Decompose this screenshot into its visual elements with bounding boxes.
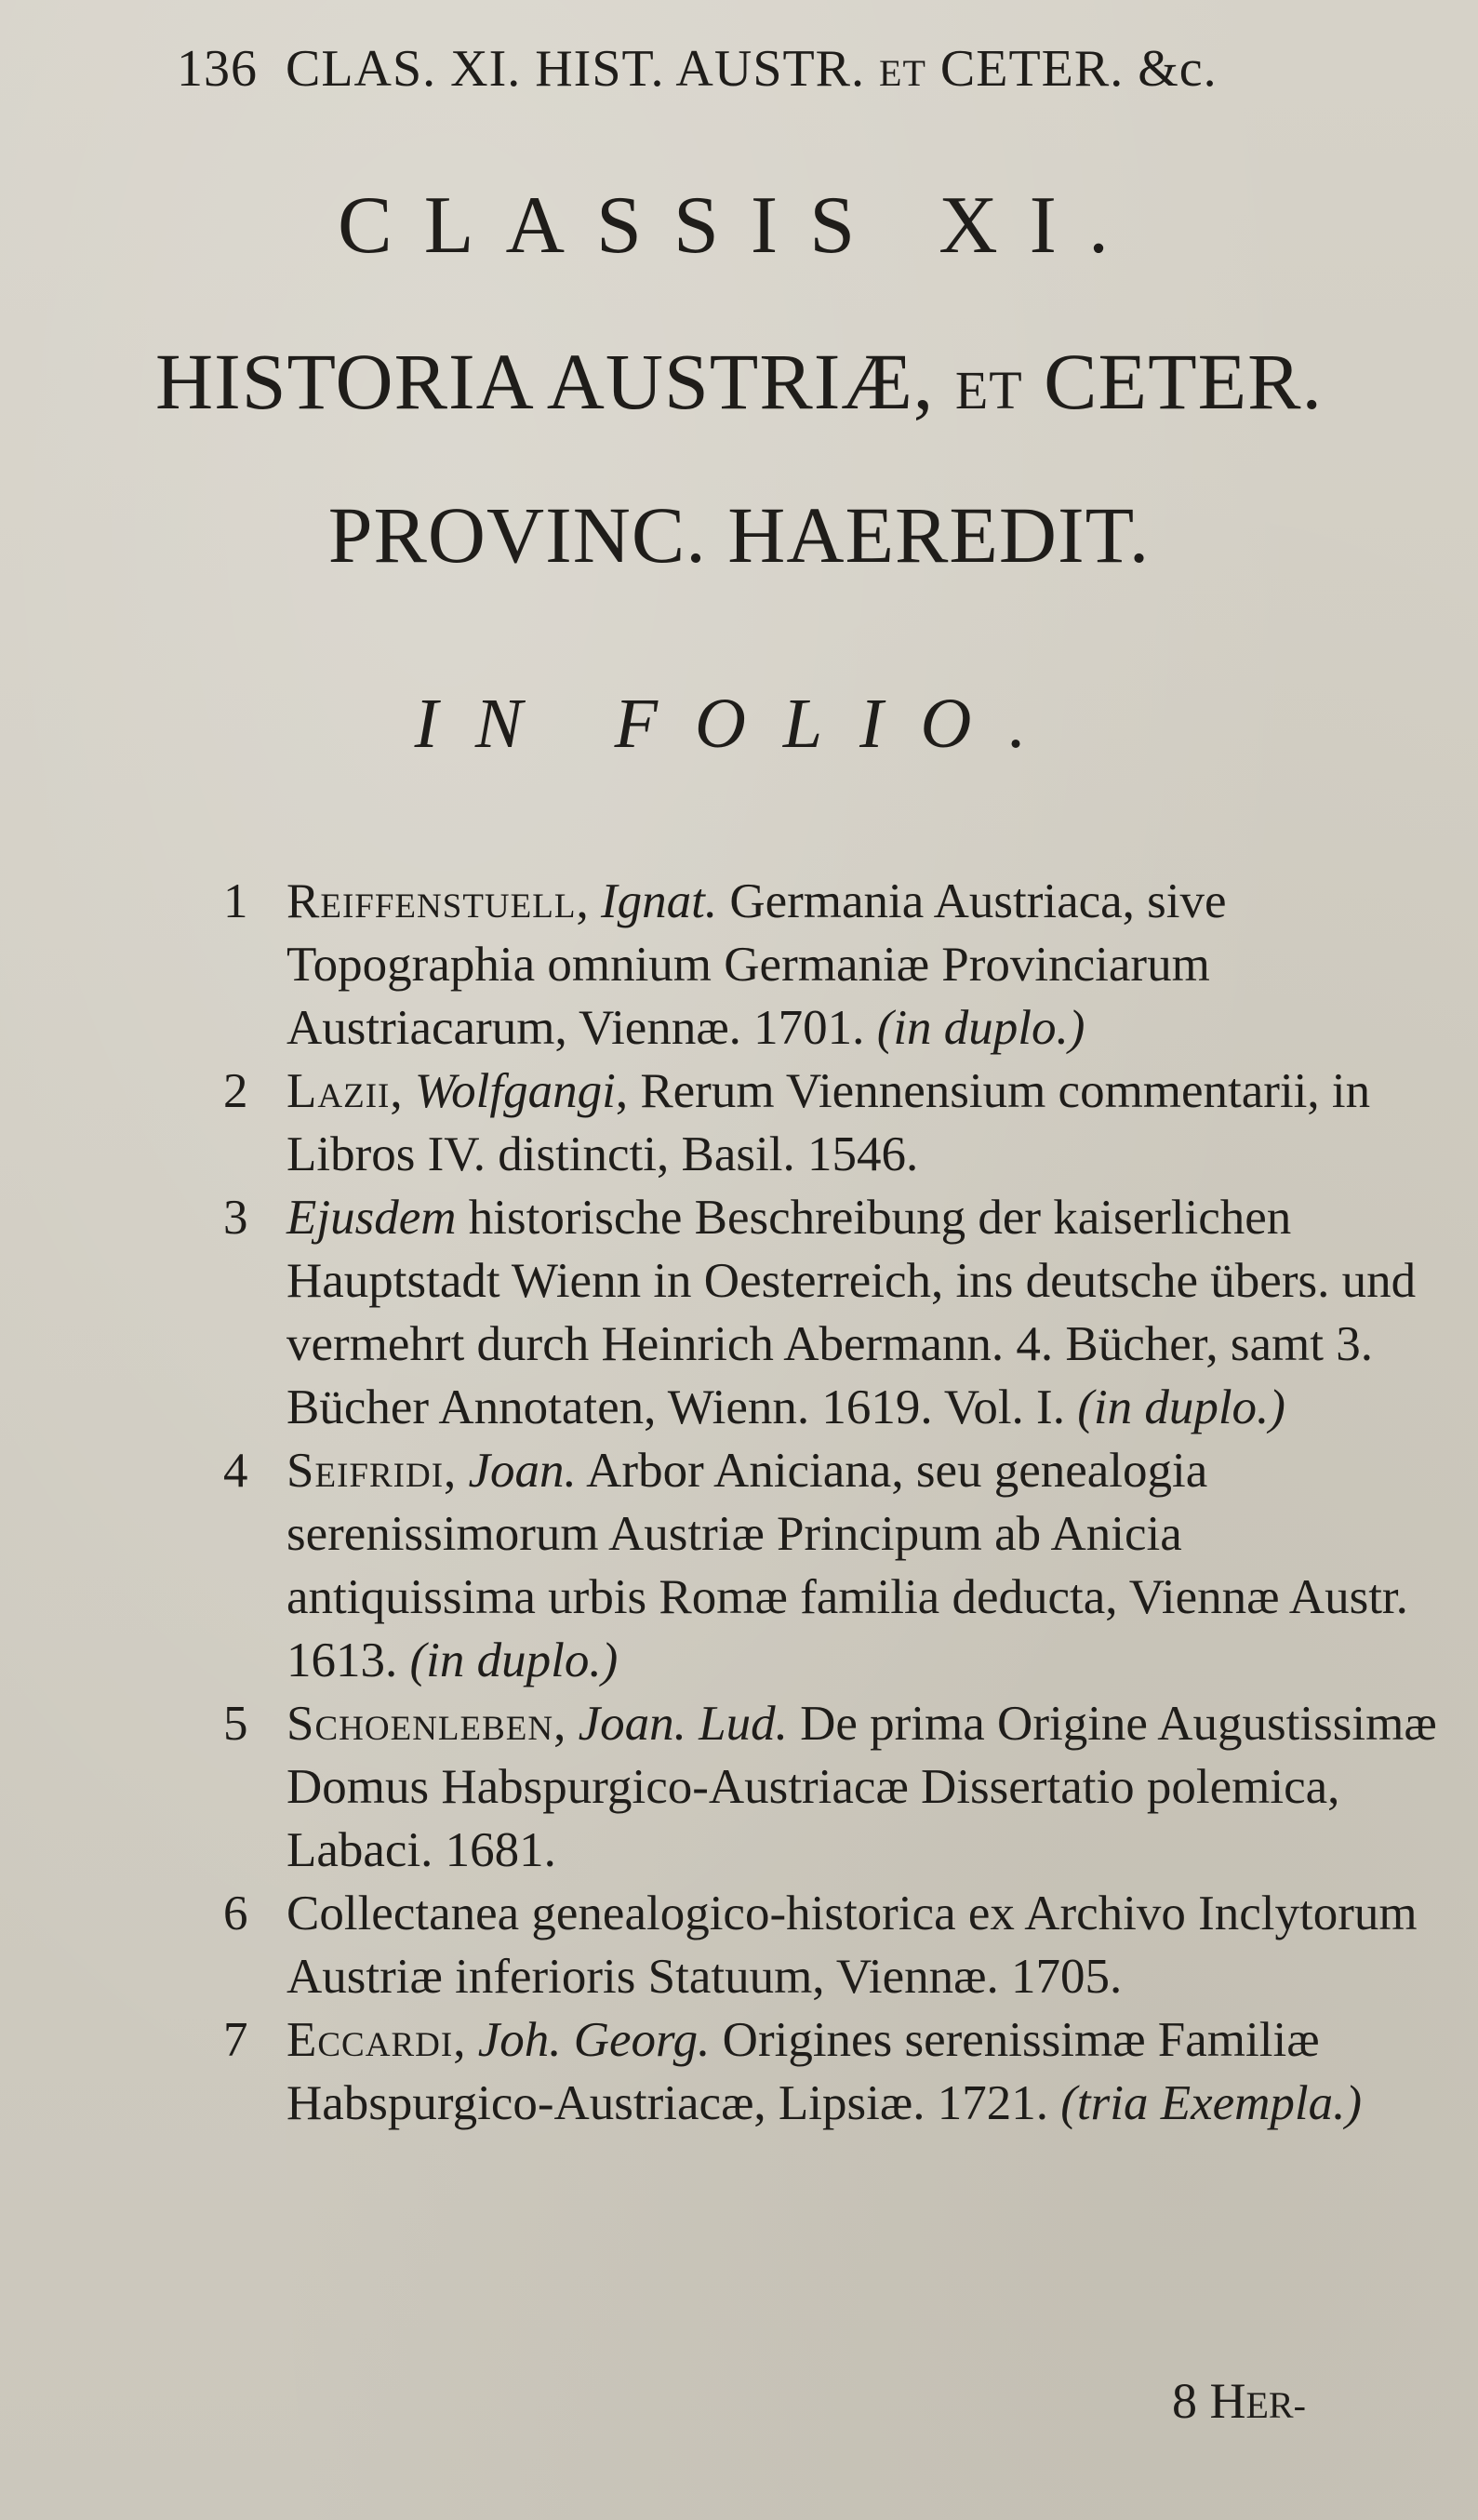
entry-author: Seifridi [286,1444,445,1498]
running-head-title: CLAS. XI. HIST. AUSTR. [286,40,880,98]
entry-forename: Joan. Lud. [578,1697,788,1751]
catchword [1172,2372,1306,2430]
entry-author: Eccardi [286,2013,454,2067]
catalog-entries [205,870,1442,2135]
entry-forename: Wolfgangi [414,1064,616,1118]
catchword-initial: H [1209,2373,1246,2429]
catalog-entry [205,1692,1442,1882]
entry-forename: Ejusdem [286,1191,457,1245]
entry-text: Collectanea genealogico-historica ex Archivo Inclytorum Austriæ inferioris Statuum, Viennæ. 1705. [286,1887,1418,2004]
entry-text: Arbor Aniciana, seu genealogia serenissimorum Austriæ Principum ab Anicia antiquissima urbis Romæ familia deducta, Viennæ Austr. 1613. [286,1444,1408,1687]
running-head [177,39,1377,99]
entry-number: 4 [223,1444,248,1498]
catchword-rest: ER- [1245,2384,1306,2426]
main-title-line-2: PROVINC. HAEREDIT. [327,490,1151,580]
entry-text: De prima Origine Augustissimæ Domus Habspurgico-Austriacæ Dissertatio polemica, Labaci. 1681. [286,1697,1437,1877]
entry-text: Origines serenissimæ Familiæ Habspurgico-Austriacæ, Lipsiæ. 1721. [286,2013,1320,2130]
class-title: CLASSIS XI. [338,180,1140,271]
main-title-et: ET [954,360,1023,420]
entry-separator: , [453,2013,478,2067]
page-number: 136 [177,40,258,98]
entry-number: 7 [223,2013,248,2067]
entry-forename: Ignat. [600,874,718,928]
catalog-entry [205,870,1442,1060]
entry-separator: , [553,1697,579,1751]
main-title-part-a: HISTORIA AUSTRIÆ, [154,337,955,426]
catalog-entry [205,1439,1442,1692]
entry-author: Lazii [286,1064,391,1118]
catchword-number: 8 [1172,2373,1210,2429]
catalog-entry [205,1882,1442,2008]
catalog-entry [205,1060,1442,1186]
main-title-part-b: CETER. [1022,337,1323,426]
entry-number: 5 [223,1697,248,1751]
entry-forename: Joh. Georg. [477,2013,711,2067]
entry-number: 6 [223,1887,248,1940]
entry-separator: , [576,874,601,928]
catalog-entry [205,1186,1442,1439]
entry-author: Schoenleben [286,1697,554,1751]
entry-text: Germania Austriaca, sive Topographia omnium Germaniæ Provinciarum Austriacarum, Viennæ. 1701. [286,874,1227,1055]
entry-text: historische Beschreibung der kaiserlichen Hauptstadt Wienn in Oesterreich, ins deutsche übers. und vermehrt durch Heinrich Abermann. 4. Bücher, samt 3. Bücher Annotaten, Wienn. 1619. Vol. I. [286,1191,1417,1434]
entry-author: Reiffenstuell [286,874,577,928]
entry-note: (in duplo.) [409,1633,619,1687]
entry-number: 3 [223,1191,248,1245]
format-heading: IN FOLIO. [414,685,1064,763]
entry-number: 2 [223,1064,248,1118]
main-title-line-1 [0,335,1478,428]
entry-forename: Joan. [468,1444,577,1498]
entry-separator: , [390,1064,415,1118]
entry-separator: , [444,1444,469,1498]
catalog-entry [205,2008,1442,2135]
entry-note: (tria Exempla.) [1060,2076,1363,2130]
running-head-et: ET [879,52,926,94]
entry-note: (in duplo.) [1077,1380,1285,1434]
entry-text: , Rerum Viennensium commentarii, in Libros IV. distincti, Basil. 1546. [286,1064,1371,1181]
entry-number: 1 [223,874,248,928]
entry-note: (in duplo.) [876,1001,1085,1055]
running-head-title-end: CETER. &c. [925,40,1218,98]
